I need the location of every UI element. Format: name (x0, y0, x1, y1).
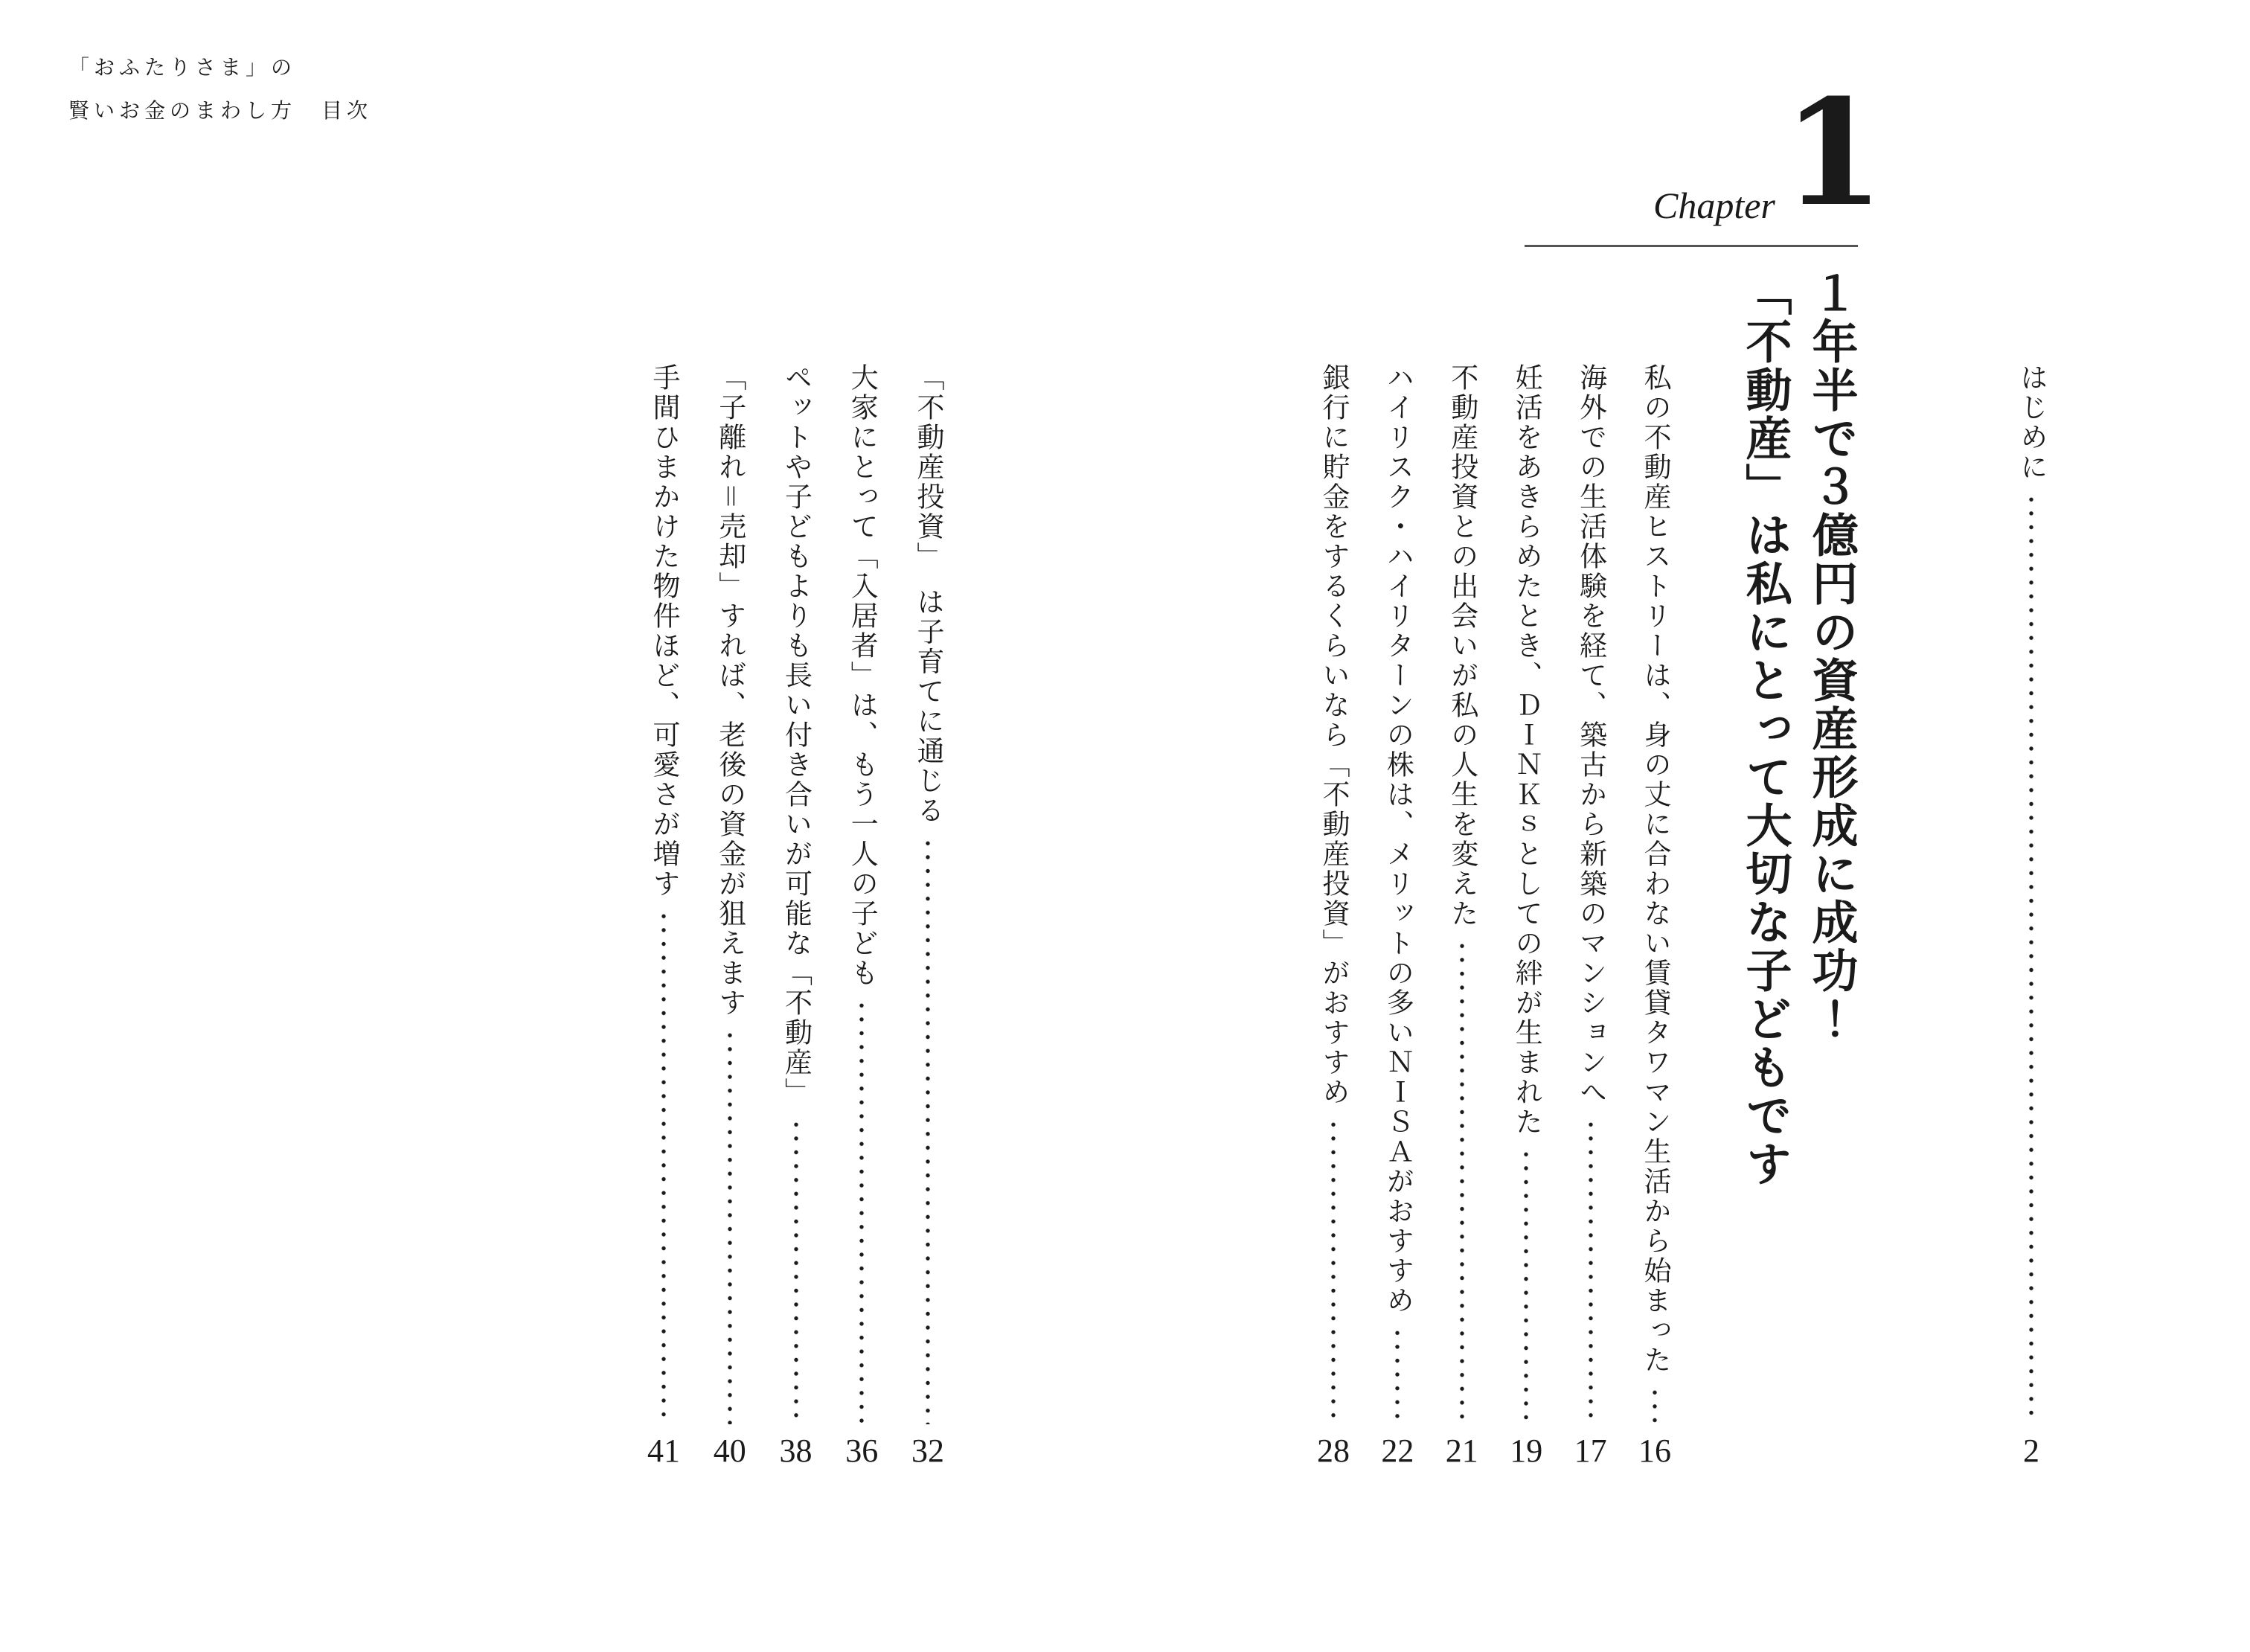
toc-dotted-leader (859, 999, 864, 1424)
toc-entry-title: 私の不動産ヒストリーは、身の丈に合わない賃貸タワマン生活から始まった (1640, 363, 1670, 1375)
chapter-rule-divider (1525, 245, 1858, 247)
toc-entry-title: ハイリスク・ハイリターンの株は、メリットの多いＮＩＳＡがおすすめ (1382, 363, 1414, 1316)
toc-dotted-leader (1331, 1118, 1336, 1424)
toc-page-number: 41 (647, 1432, 680, 1469)
toc-entry (1365, 363, 1430, 1470)
toc-page-number: 16 (1638, 1432, 1671, 1469)
toc-page-number: 28 (1317, 1432, 1350, 1469)
toc-dotted-leader (1589, 1118, 1593, 1424)
toc-dotted-leader (1395, 1326, 1400, 1424)
toc-dotted-leader (728, 1028, 732, 1424)
toc-page-number: 21 (1445, 1432, 1478, 1469)
toc-entry-title: 手間ひまかけた物件ほど、可愛さが増す (649, 363, 679, 899)
toc-dotted-leader (926, 836, 930, 1425)
toc-dotted-leader (1524, 1147, 1528, 1424)
toc-page-number: 38 (779, 1432, 812, 1469)
toc-page-number: 2 (2023, 1432, 2039, 1469)
toc-entry-title: 銀行に貯金をするくらいなら「不動産投資」がおすすめ (1318, 363, 1349, 1107)
toc-entry (1558, 363, 1624, 1470)
book-title (68, 46, 372, 132)
toc-dotted-leader (2029, 493, 2033, 1424)
toc-entry-title: 「不動産投資」 は子育てに通じる (913, 363, 943, 826)
toc-entry (895, 363, 961, 1470)
toc-entry (697, 363, 763, 1470)
toc-entry-title: 「子離れ＝売却」すれば、老後の資金が狙えます (714, 363, 746, 1018)
toc-entry (763, 363, 829, 1470)
toc-entry-title: 不動産投資との出会いが私の人生を変えた (1446, 363, 1478, 929)
toc-page-number: 36 (845, 1432, 879, 1469)
toc-entry (631, 363, 696, 1470)
toc-entry-title: 大家にとって「入居者」は、もう一人の子ども (847, 363, 878, 988)
toc-entry-title: はじめに (2016, 363, 2047, 482)
toc-page-number: 40 (713, 1432, 746, 1469)
toc-page-number: 17 (1574, 1432, 1607, 1469)
book-title-line1: 「おふたりさま」の (68, 56, 297, 79)
toc-entry-title: 海外での生活体験を経て、築古から新築のマンションへ (1575, 363, 1606, 1107)
chapter-title-line1: １年半で３億円の資産形成に成功！ (1805, 269, 1856, 1043)
toc-entry-title: ペットや子どもよりも長い付き合いが可能な「不動産」 (781, 363, 812, 1107)
chapter-title-line2: 「不動産」は私にとって大切な子どもです (1739, 269, 1789, 1188)
toc-dotted-leader (794, 1118, 798, 1424)
book-title-line2: 賢いお金のまわし方 目次 (68, 99, 373, 122)
toc-entry (829, 363, 894, 1470)
chapter-number: 1 (1783, 68, 1885, 239)
toc-entry (1429, 363, 1495, 1470)
toc-dotted-leader (1653, 1386, 1657, 1424)
toc-page-number: 19 (1510, 1432, 1543, 1469)
toc-entry (1301, 363, 1366, 1470)
toc-page-number: 32 (911, 1432, 944, 1469)
toc-entry (1999, 363, 2064, 1470)
chapter-label: Chapter (1653, 185, 1775, 226)
toc-dotted-leader (661, 909, 666, 1424)
toc-page-number: 22 (1381, 1432, 1414, 1469)
toc-entry (1622, 363, 1688, 1470)
toc-entry-title: 妊活をあきらめたとき、ＤＩＮＫｓとしての絆が生まれた (1511, 363, 1542, 1137)
toc-entry (1493, 363, 1559, 1470)
toc-dotted-leader (1460, 939, 1464, 1424)
chapter-title (1731, 269, 1863, 1214)
